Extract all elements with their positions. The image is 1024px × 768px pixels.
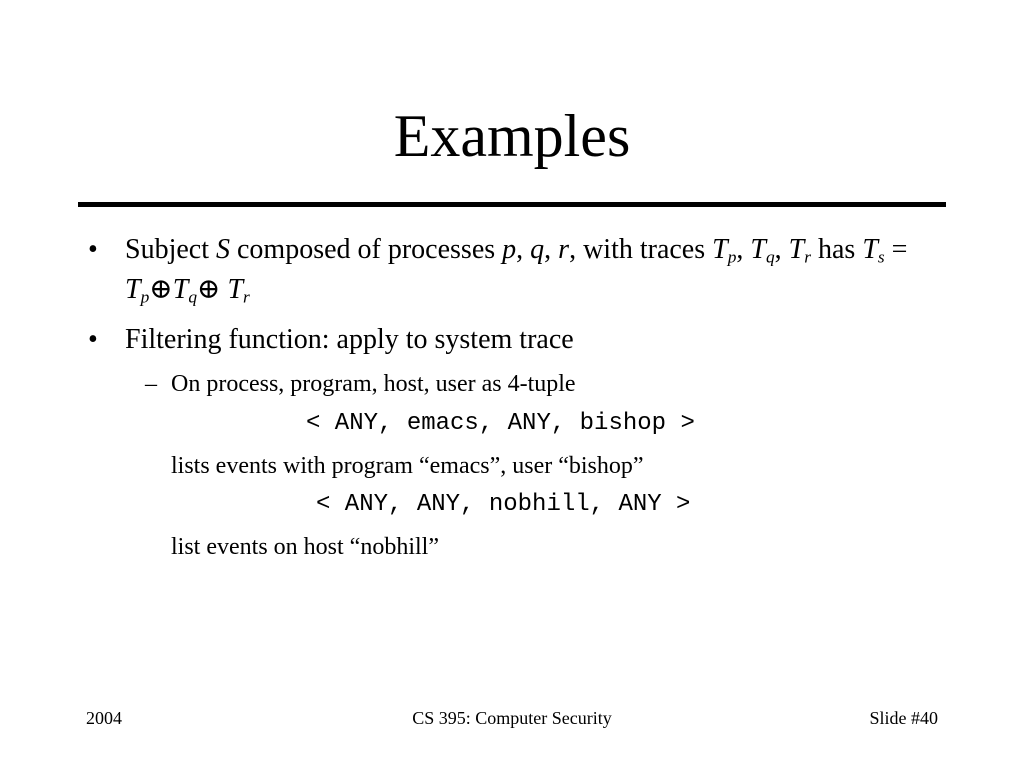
comma: , (544, 234, 552, 265)
sub-p: p (727, 247, 737, 267)
sub-bullet-text: On process, program, host, user as 4-tuple (171, 371, 576, 397)
sub-q: q (765, 247, 775, 267)
sub-bullet-tuple (145, 368, 965, 400)
var-r: r (558, 234, 570, 265)
var-t: T (125, 274, 141, 305)
bullet-text: Filtering function: apply to system trace (125, 324, 574, 355)
comma: , (774, 234, 782, 265)
footer-slide-number: Slide #40 (869, 708, 938, 728)
comma: , (569, 234, 577, 265)
var-t: T (750, 234, 766, 265)
footer-year: 2004 (86, 708, 122, 728)
var-t: T (227, 274, 244, 305)
tuple-example-1: < ANY, emacs, ANY, bishop > (306, 410, 695, 437)
comma: , (736, 234, 744, 265)
tuple-example-2: < ANY, ANY, nobhill, ANY > (316, 491, 691, 518)
footer-course: CS 395: Computer Security (412, 708, 612, 728)
oplus-symbol: ⊕ (149, 274, 173, 305)
var-t: T (712, 234, 728, 265)
bullet-marker: • (88, 324, 98, 355)
dash-marker: – (145, 371, 157, 397)
sub-q: q (188, 287, 197, 307)
var-q: q (530, 234, 545, 265)
comma: , (516, 234, 524, 265)
var-t: T (172, 274, 189, 305)
tuple-description-1: lists events with program “emacs”, user “bishop” (171, 453, 644, 479)
tuple-description-2: list events on host “nobhill” (171, 534, 439, 560)
sub-s: s (877, 247, 885, 267)
title-divider (78, 202, 946, 207)
bullet-marker: • (88, 234, 98, 265)
text-with-traces: with traces (583, 234, 706, 265)
slide-title: Examples (393, 103, 631, 169)
word-subject: Subject (125, 234, 209, 265)
bullet-subject-traces (88, 230, 968, 310)
var-p: p (502, 234, 517, 265)
bullet-text (125, 230, 945, 310)
var-s: S (216, 234, 230, 265)
var-t: T (788, 234, 805, 265)
text-has: has (818, 234, 856, 265)
text-composed: composed of processes (237, 234, 496, 265)
sub-r: r (243, 287, 250, 307)
sub-p: p (140, 287, 150, 307)
oplus-symbol: ⊕ (197, 274, 221, 305)
var-t: T (862, 234, 878, 265)
sub-r: r (804, 247, 811, 267)
equals-sign: = (891, 234, 908, 265)
bullet-filtering (88, 320, 968, 360)
